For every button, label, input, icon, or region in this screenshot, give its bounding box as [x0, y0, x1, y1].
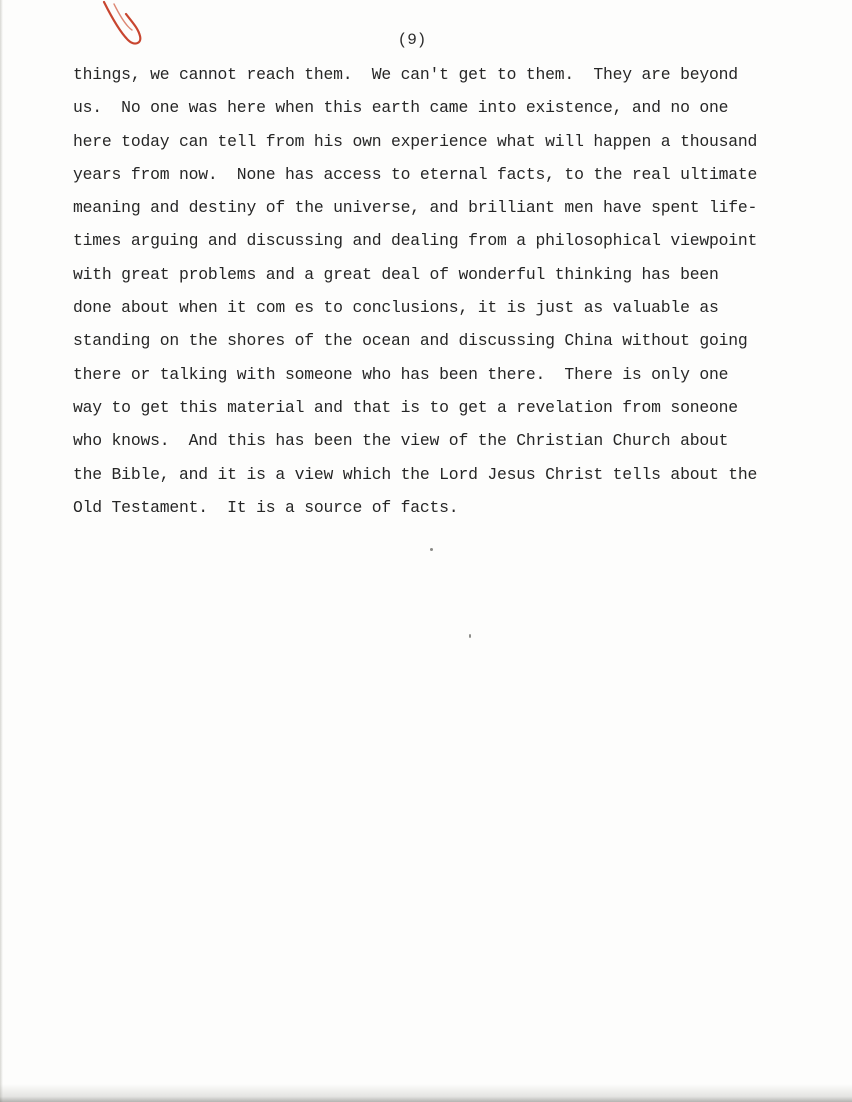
scan-bottom-edge	[0, 1084, 852, 1102]
text-line: way to get this material and that is to get a revelation from soneone	[73, 397, 738, 417]
text-line: us. No one was here when this earth came into existence, and no one	[73, 98, 729, 118]
page-number: (9)	[397, 31, 427, 49]
text-line: years from now. None has access to eternal facts, to the real ultimate	[73, 164, 758, 184]
text-line: the Bible, and it is a view which the Lord Jesus Christ tells about the	[73, 464, 758, 484]
paperclip-mark-icon	[92, 0, 152, 55]
text-line: with great problems and a great deal of wonderful thinking has been	[73, 264, 719, 284]
text-line: times arguing and discussing and dealing from a philosophical viewpoint	[73, 231, 758, 251]
text-line: standing on the shores of the ocean and discussing China without going	[73, 331, 748, 351]
text-line: done about when it com es to conclusions, it is just as valuable as	[73, 298, 719, 318]
text-line: meaning and destiny of the universe, and brilliant men have spent life-	[73, 198, 758, 218]
scan-left-edge	[0, 0, 3, 1102]
text-line: there or talking with someone who has been there. There is only one	[73, 364, 729, 384]
text-line: here today can tell from his own experience what will happen a thousand	[73, 131, 758, 151]
scan-speck	[469, 634, 471, 638]
text-line: who knows. And this has been the view of the Christian Church about	[73, 431, 729, 451]
scan-speck	[430, 548, 433, 551]
text-line: Old Testament. It is a source of facts.	[73, 497, 459, 517]
text-line: things, we cannot reach them. We can't get to them. They are beyond	[73, 65, 738, 84]
body-text	[73, 62, 803, 528]
